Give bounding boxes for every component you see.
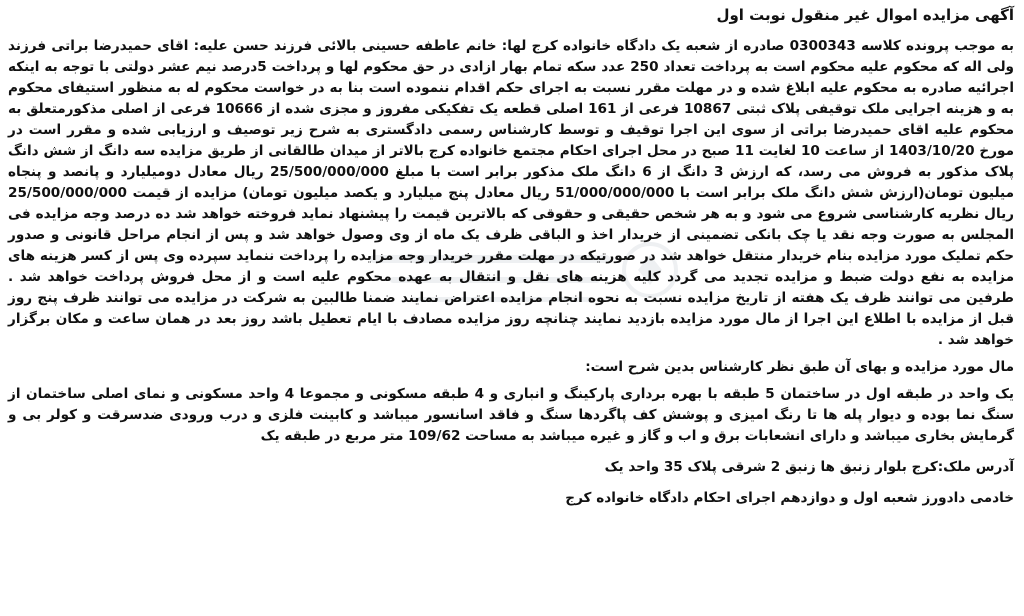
notice-document (8, 4, 1014, 610)
notice-title: آگهی مزایده اموال غیر منقول نوبت اول (716, 6, 1014, 24)
property-description: یک واحد در طبقه اول در ساختمان 5 طبقه با بهره برداری پارکینگ و انباری و 4 طبقه مسکونی و مجموعا 4 واحد مسکونی و نمای اصلی ساختمان از سنگ نما بوده و دیوار پله ها تا رنگ امیزی و پوشش کف پاگردها سنگ و فاقد اسانسور میباشد و کابینت فلزی و درب ورودی ضدسرقت و کولر بی و گرمایش بخاری میباشد و دارای انشعابات برق و اب و گاز و غیره میباشد به مساحت 109/62 متر مربع در طبقه یک (8, 386, 1015, 444)
property-address: آدرس ملک:کرج بلوار زنبق ها زنبق 2 شرقی پلاک 35 واحد یک (604, 459, 1014, 475)
signature-line: خادمی دادورز شعبه اول و دوازدهم اجرای احکام دادگاه خانواده کرج (565, 490, 1014, 506)
property-description-heading: مال مورد مزایده و بهای آن طبق نظر کارشناس بدین شرح است: (585, 359, 1014, 375)
notice-body-paragraph: به موجب پرونده کلاسه 0300343 صادره از شعبه یک دادگاه خانواده کرج لها: خانم عاطفه حسینی بالائی فرزند حسن علیه: اقای حمیدرضا براتی فرزند ولی اله که محکوم علیه محکوم است به پرداخت تعداد 250 عدد سکه تمام بهار ازادی در حق محکوم لها و پرداخت 5درصد نیم عشر دولتی با توجه به اینکه اجرائیه صادره به محکوم علیه ابلاغ شده و در مهلت مقرر نسبت به اجرای حکم اقدام ننموده است بنا به در خواست محکوم له به منظور استیفای محکوم به و هزینه اجرایی ملک توقیفی پلاک ثبتی 10867 فرعی از 161 اصلی قطعه یک تفکیکی مفروز و مجزی شده از 10666 فرعی از اصلی مذکورمتعلق به محکوم علیه اقای حمیدرضا براتی از سوی این اجرا توقیف و توسط کارشناس رسمی دادگستری به شرح زیر توصیف و ارزیابی شده و مقرر است در مورخ 1403/10/20 از ساعت 10 لغایت 11 صبح در محل اجرای احکام مجتمع خانواده کرج بالاتر از میدان طالقانی از طریق مزایده سه دانگ از شش دانگ پلاک مذکور به فروش می رسد، که ارزش 3 دانگ از 6 دانگ ملک مذکور برابر است با مبلغ 25/500/000/000 ریال معادل دومیلیارد و پانصد و پنجاه میلیون تومان(ارزش شش دانگ ملک برابر است با 51/000/000/000 ریال معادل پنج میلیارد و یکصد میلیون تومان) مزایده از قیمت 25/500/000/000 ریال نظریه کارشناسی شروع می شود و به هر شخص حقیقی و حقوقی که بالاترین قیمت را پیشنهاد نماید فروخته خواهد شد ده درصد وجه مزایده فی المجلس به صورت وجه نقد یا چک بانکی تضمینی از خریدار اخذ و الباقی ظرف یک ماه از وی وصول خواهد شد و پس از انجام مراحل قانونی و صدور حکم تملیک مورد مزایده بنام خریدار منتقل خواهد شد در صورتیکه در مهلت مقرر خریدار وجه مزایده را پرداخت ننماید سپرده وی پس از کسر هزینه های مزایده به نفع دولت ضبط و مزایده تجدید می گردد کلیه هزینه های نقل و انتقال به عهده محکوم علیه است و از محل فروش پرداخت خواهد شد . طرفین می توانند ظرف یک هفته از تاریخ مزایده نسبت به نحوه انجام مزایده اعتراض نمایند ضمنا طالبین به شرکت در مزایده می توانند ظرف پنج روز قبل از مزایده با اطلاع این اجرا از مال مورد مزایده بازدید نمایند چنانچه روز مزایده مصادف با ایام تعطیل باشد روز بعد در همان ساعت و مکان برگزار خواهد شد . (8, 38, 1015, 348)
